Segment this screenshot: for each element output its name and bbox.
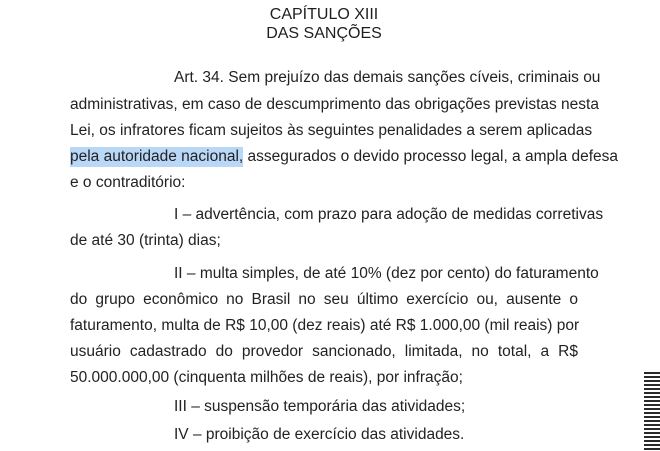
item-line: de até 30 (trinta) dias; (70, 232, 221, 249)
article-line-text: assegurados o devido processo legal, a ampla defesa (247, 148, 619, 165)
chapter-number: CAPÍTULO XIII (269, 6, 379, 23)
item-line: 50.000.000,00 (cinquenta milhões de reais), por infração; (70, 369, 463, 386)
article-line: administrativas, em caso de descumprimento das obrigações previstas nesta (70, 96, 599, 113)
item-line: II – multa simples, de até 10% (dez por cento) do faturamento (174, 265, 599, 282)
article-line (70, 148, 619, 168)
article-line: e o contraditório: (70, 174, 186, 191)
article-line: Art. 34. Sem prejuízo das demais sanções cíveis, criminais ou (174, 69, 601, 86)
item-line: usuário cadastrado do provedor sancionado, limitada, no total, a R$ (70, 343, 578, 360)
item-line: faturamento, multa de R$ 10,00 (dez reais) até R$ 1.000,00 (mil reais) por (70, 317, 580, 334)
item-line: I – advertência, com prazo para adoção de medidas corretivas (174, 206, 604, 223)
selected-text-highlight[interactable]: pela autoridade nacional, (70, 148, 244, 165)
item-line: do grupo econômico no Brasil no seu último exercício ou, ausente o (70, 291, 578, 308)
scrollbar-texture (644, 372, 660, 451)
article-line: Lei, os infratores ficam sujeitos às seguintes penalidades a serem aplicadas (70, 122, 593, 139)
item-iii: III – suspensão temporária das atividades; (174, 398, 466, 415)
chapter-title: DAS SANÇÕES (266, 25, 382, 42)
item-iv: IV – proibição de exercício das atividades. (174, 426, 465, 443)
